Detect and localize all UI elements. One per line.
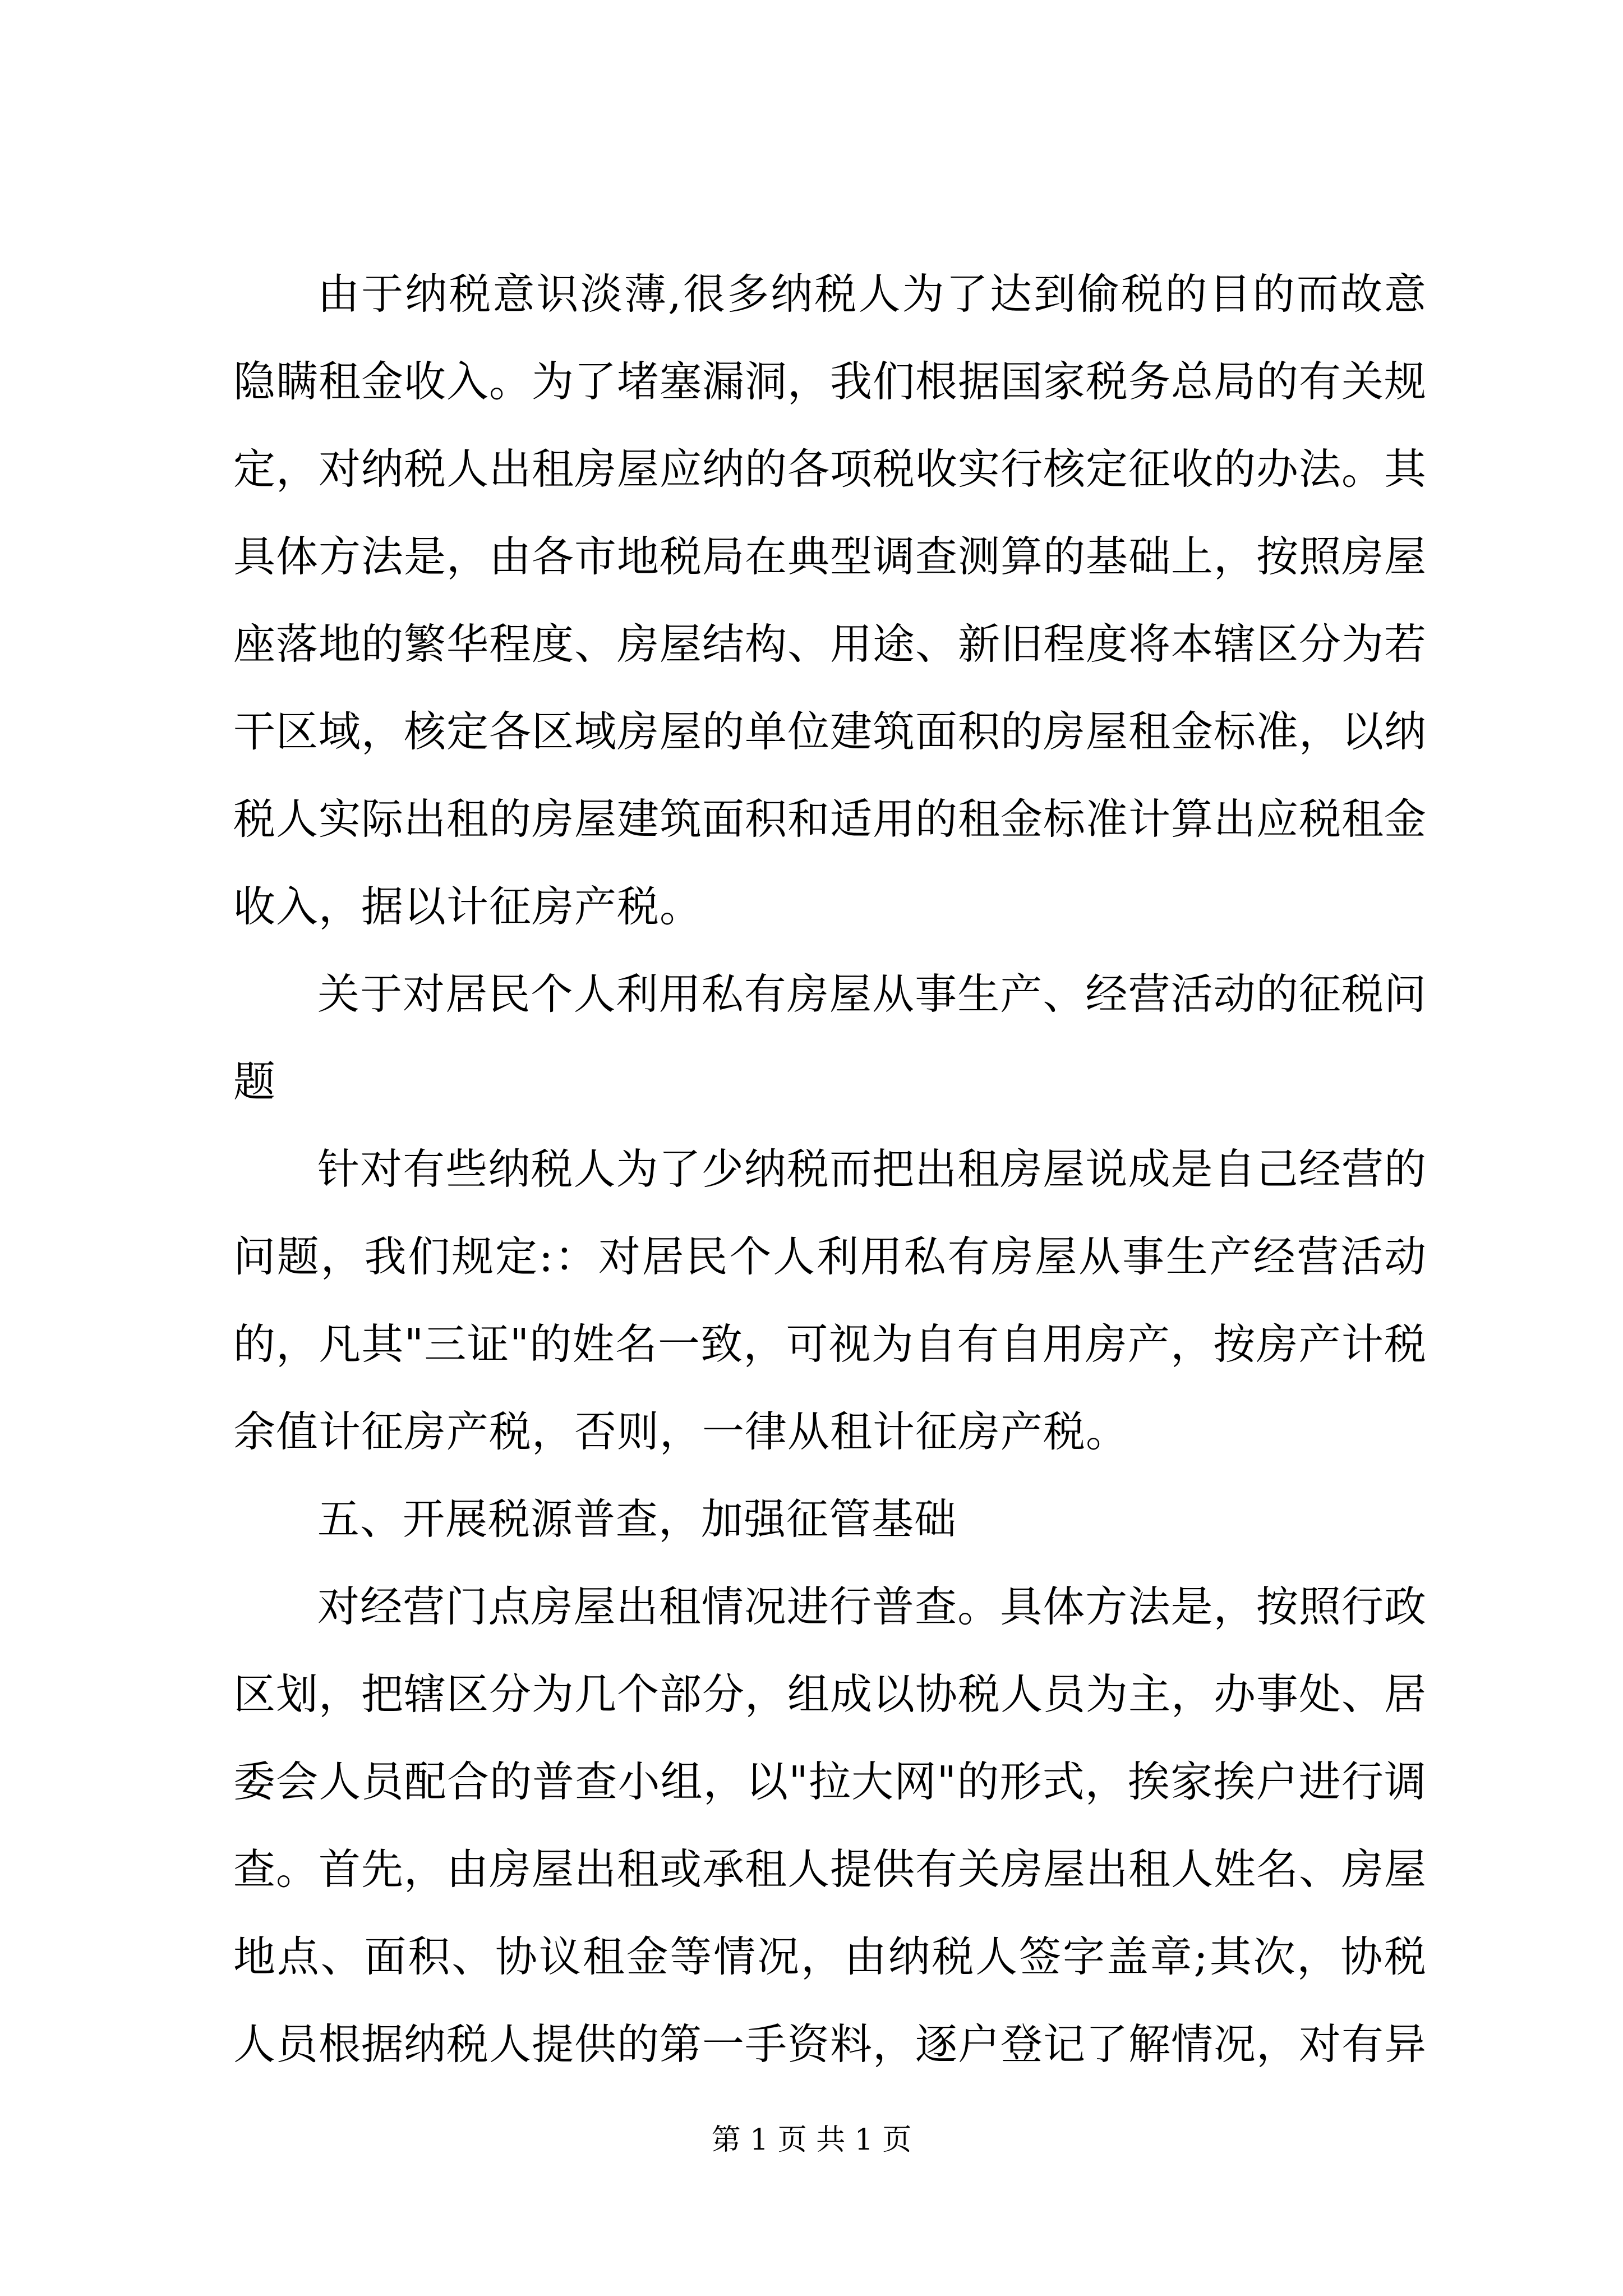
section-heading-tax-source-survey: 五、开展税源普查，加强征管基础 <box>317 1494 957 1544</box>
paragraph-private-housing-heading: 关于对居民个人利用私有房屋从事生产、经营活动的征税问题 <box>233 969 1427 1106</box>
paragraph-survey-method: 对经营门点房屋出租情况进行普查。具体方法是，按照行政区划，把辖区分为几个部分，组成以协税人员为主，办事处、居委会人员配合的普查小组，以"拉大网"的形式，挨家挨户进行调查。首先，由房屋出租或承租人提供有关房屋出租人姓名、房屋地点、面积、协议租金等情况，由纳税人签字盖章;其次，协税人员根据纳税人提供的第一手资料，逐户登记了解情况，对有异 <box>233 1582 1427 2069</box>
paragraph-three-certificates-rule: 针对有些纳税人为了少纳税而把出租房屋说成是自己经营的问题，我们规定:：对居民个人利用私有房屋从事生产经营活动的，凡其"三证"的姓名一致，可视为自有自用房产，按房产计税余值计征房产税，否则，一律从租计征房产税。 <box>233 1144 1427 1456</box>
page-footer: 第 1 页 共 1 页 <box>711 2123 912 2157</box>
paragraph-rent-income-assessment: 由于纳税意识淡薄,很多纳税人为了达到偷税的目的而故意隐瞒租金收入。为了堵塞漏洞，我们根据国家税务总局的有关规定，对纳税人出租房屋应纳的各项税收实行核定征收的办法。其具体方法是，由各市地税局在典型调查测算的基础上，按照房屋座落地的繁华程度、房屋结构、用途、新旧程度将本辖区分为若干区域，核定各区域房屋的单位建筑面积的房屋租金标准，以纳税人实际出租的房屋建筑面积和适用的租金标准计算出应税租金收入，据以计征房产税。 <box>233 269 1427 931</box>
document-body <box>233 250 1427 2088</box>
